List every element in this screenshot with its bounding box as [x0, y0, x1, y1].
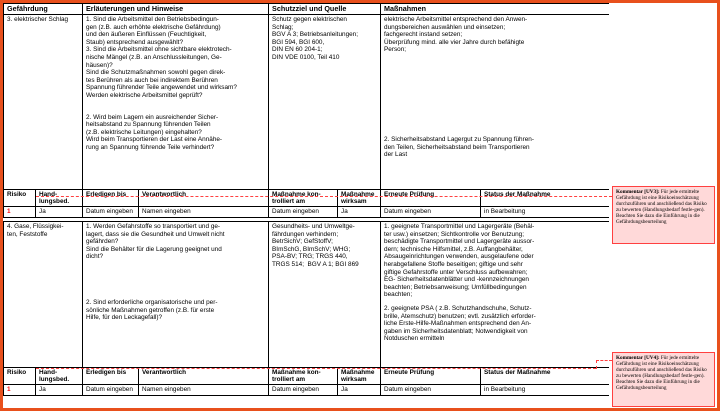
effective-value[interactable]: Ja	[338, 385, 381, 396]
header-source: Schutzziel und Quelle	[269, 4, 381, 15]
header-explanation: Erläuterungen und Hinweise	[83, 4, 269, 15]
responsible-field[interactable]: Namen eingeben	[139, 385, 269, 396]
hazard-table	[3, 3, 609, 396]
explanation-cell[interactable]: 1. Werden Gefahrstoffe so transportiert und ge- lagert, dass sie die Gesundheit und Umwelt nicht gefährden? Sind die Behälter für die Lagerung geeignet und dicht? 2. Sind erforderliche organisatorische und per- sönliche Maßnahmen getroffen (z.B. für erste Hilfe, für den Leckagefall)?	[83, 222, 269, 368]
hazard-row	[4, 15, 610, 190]
comment-balloon[interactable]	[612, 352, 715, 407]
deadline-field[interactable]: Datum eingeben	[83, 385, 139, 396]
controlled-on-field[interactable]: Datum eingeben	[269, 385, 338, 396]
comment-balloon[interactable]	[612, 186, 715, 244]
hazard-cell[interactable]: 4. Gase, Flüssigkei- ten, Feststoffe	[4, 222, 83, 368]
source-cell[interactable]: Gesundheits- und Umweltge- fährdungen verhindern; BetrSichV; GefStoffV; BImSchG, BImSchV; WHG; PSA-BV; TRG; TRGS 440, TRGS 514; BGV A 1; BGI 869	[269, 222, 381, 368]
header-hazard: Gefährdung	[4, 4, 83, 15]
risk-value[interactable]: 1	[4, 207, 36, 218]
controlled-on-field[interactable]: Datum eingeben	[269, 207, 338, 218]
hazard-row	[4, 222, 610, 368]
comment-title: Kommentar [UV3]:	[616, 189, 660, 195]
status-header-deadline: Erledigen bis	[83, 190, 139, 207]
deadline-field[interactable]: Datum eingeben	[83, 207, 139, 218]
risk-value[interactable]: 1	[4, 385, 36, 396]
header-measures: Maßnahmen	[381, 4, 609, 15]
table-header-row	[4, 4, 610, 15]
comment-text: Für jede ermittelte Gefährdung ist eine Risikoeinschätzung durchzuführen und anschließend das Risiko zu bewerten (Handlungsbedarf festle-gen). Beachten Sie dazu die Einführung in die Gefährdungsbeurteilung	[616, 189, 707, 225]
status-header-responsible: Verantwortlich	[139, 190, 269, 207]
status-header-responsible: Verantwortlich	[139, 368, 269, 385]
effective-value[interactable]: Ja	[338, 207, 381, 218]
document-page	[3, 3, 609, 408]
explanation-cell[interactable]: 1. Sind die Arbeitsmittel den Betriebsbedingun- gen (z.B. auch erhöhte elektrische Gefährdung) und den äußeren Einflüssen (Feuchtigkeit, Staub) entsprechend ausgewählt? 3. Sind die Arbeitsmittel ohne sichtbare elektrotech- nische Mängel (z.B. an Anschlussleitungen, Ge- häusen)? Sind die Schutzmaßnahmen sowohl gegen direk- tes Berühren als auch bei indirektem Berühren Spannung führender Teile angewendet und wirksam? Werden elektrische Arbeitsmittel geprüft? 2. Wird beim Lagern ein ausreichender Sicher- heitsabstand zu Spannung führenden Teilen (z.B. elektrische Leitungen) eingehalten? Wird beim Transportieren der Last eine Annähe- rung an Spannung führende Teile verhindert?	[83, 15, 269, 190]
status-header-controlled-on: Maßnahme kon- trolliert am	[269, 368, 338, 385]
status-header-row	[4, 190, 610, 207]
status-header-row	[4, 368, 610, 385]
status-value[interactable]: in Bearbeitung	[481, 207, 609, 218]
status-header-deadline: Erledigen bis	[83, 368, 139, 385]
comment-title: Kommentar [UV4]:	[616, 355, 660, 361]
status-header-effective: Maßnahme wirksam	[338, 190, 381, 207]
status-header-effective: Maßnahme wirksam	[338, 368, 381, 385]
responsible-field[interactable]: Namen eingeben	[139, 207, 269, 218]
next-check-field[interactable]: Datum eingeben	[381, 207, 481, 218]
status-header-action-needed: Hand- lungsbed.	[36, 190, 83, 207]
status-values-row	[4, 385, 610, 396]
comment-leader-line	[596, 360, 612, 361]
status-value[interactable]: in Bearbeitung	[481, 385, 609, 396]
next-check-field[interactable]: Datum eingeben	[381, 385, 481, 396]
hazard-cell[interactable]: 3. elektrischer Schlag	[4, 15, 83, 190]
status-header-risk: Risiko	[4, 368, 36, 385]
action-needed-value[interactable]: Ja	[36, 207, 83, 218]
status-header-controlled-on: Maßnahme kon- trolliert am	[269, 190, 338, 207]
status-values-row	[4, 207, 610, 218]
comment-leader-line	[36, 368, 596, 369]
comment-leader-line	[596, 360, 597, 369]
action-needed-value[interactable]: Ja	[36, 385, 83, 396]
comment-leader-line	[36, 196, 612, 197]
source-cell[interactable]: Schutz gegen elektrischen Schlag; BGV A 3; Betriebsanleitungen; BGI 594, BGI 600, DIN EN 60 204-1; DIN VDE 0100, Teil 410	[269, 15, 381, 190]
status-header-action-needed: Hand- lungsbed.	[36, 368, 83, 385]
measures-cell[interactable]: 1. geeignete Transportmittel und Lagergeräte (Behäl- ter usw.) einsetzen; Sichtkontrolle vor Benutzung; beschädigte Transportmittel und Lagergeräte aussor- dern; technische Hilfsmittel, z.B. Auffangbehälter, Absaugeinrichtungen verwenden, ausgelaufene oder herabgefallene Stoffe beseitigen; giftige und sehr giftige Gefahrstoffe unter Verschluss aufbewahren; EG- Sicherheitsdatenblätter und -kennzeichnungen beachten; Betriebsanweisung; Umfüllbedingungen beachten; 2. geeignete PSA ( z.B. Schutzhandschuhe, Schutz- brille, Atemschutz) benutzen; evtl. zusätzlich erforder- liche Erste-Hilfe-Maßnahmen entsprechend den An- gaben im Sicherheitsdatenblatt; Notwendigkeit von Notduschen ermitteln	[381, 222, 609, 368]
comment-text: Für jede ermittelte Gefährdung ist eine Risikoeinschätzung durchzuführen und anschließend das Risiko zu bewerten (Handlungsbedarf festle-gen). Beachten Sie dazu die Einführung in die Gefährdungsbeurteilung	[616, 355, 707, 391]
measures-cell[interactable]: elektrische Arbeitsmittel entsprechend den Anwen- dungsbereichen auswählen und einsetzen; fachgerecht instand setzen; Überprüfung mind. alle vier Jahre durch befähigte Person; 2. Sicherheitsabstand Lagergut zu Spannung führen- den Teilen, Sicherheitsabstand beim Transportieren der Last	[381, 15, 609, 190]
status-header-next-check: Erneute Prüfung	[381, 190, 481, 207]
status-header-status: Status der Maßnahme	[481, 368, 609, 385]
status-header-next-check: Erneute Prüfung	[381, 368, 481, 385]
status-header-risk: Risiko	[4, 190, 36, 207]
status-header-status: Status der Maßnahme	[481, 190, 609, 207]
